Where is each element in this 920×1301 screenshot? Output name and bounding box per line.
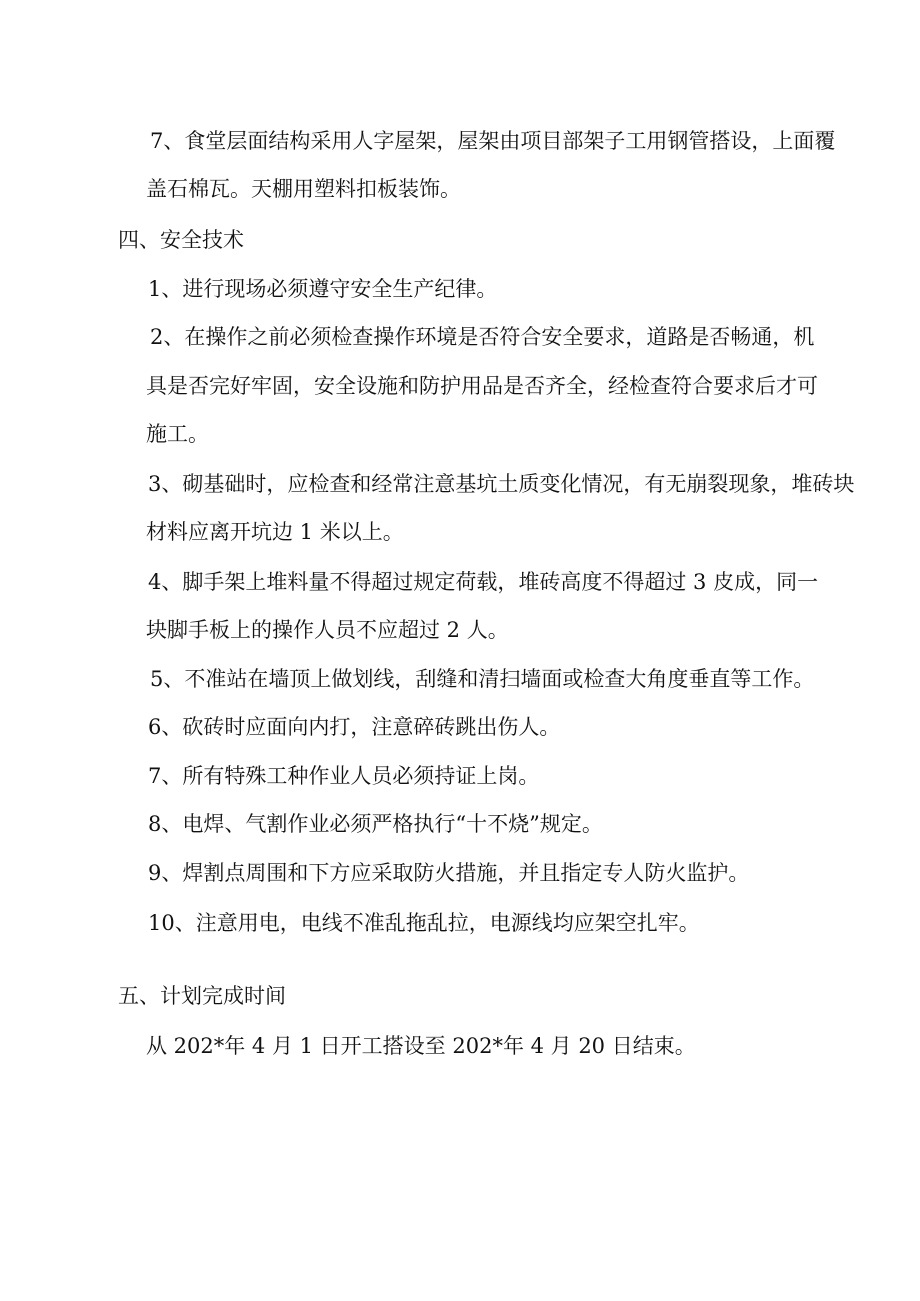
item7-line1: 7、食堂层面结构采用人字屋架，屋架由项目部架子工用钢管搭设，上面覆	[150, 129, 836, 153]
safety-item-5: 5、不准站在墙顶上做划线，刮缝和清扫墙面或检查大角度垂直等工作。	[150, 667, 815, 691]
safety-item-1: 1、进行现场必须遵守安全生产纪律。	[148, 277, 498, 301]
section4-heading: 四、安全技术	[118, 228, 244, 252]
safety-item-3-line1: 3、砌基础时，应检查和经常注意基坑土质变化情况，有无崩裂现象，堆砖块	[148, 472, 855, 496]
safety-item-9: 9、焊割点周围和下方应采取防火措施，并且指定专人防火监护。	[148, 861, 750, 885]
safety-item-6: 6、砍砖时应面向内打，注意碎砖跳出伤人。	[148, 715, 561, 739]
safety-item-2-line2: 具是否完好牢固，安全设施和防护用品是否齐全，经检查符合要求后才可	[146, 374, 818, 398]
safety-item-7: 7、所有特殊工种作业人员必须持证上岗。	[148, 764, 540, 788]
safety-item-4-line2: 块脚手板上的操作人员不应超过 2 人。	[146, 618, 509, 642]
item7-line2: 盖石棉瓦。天棚用塑料扣板装饰。	[146, 177, 461, 201]
safety-item-8: 8、电焊、气割作业必须严格执行“十不烧”规定。	[148, 812, 603, 836]
completion-time-text: 从 202*年 4 月 1 日开工搭设至 202*年 4 月 20 日结束。	[146, 1034, 696, 1058]
section5-heading: 五、计划完成时间	[118, 984, 286, 1008]
safety-item-4-line1: 4、脚手架上堆料量不得超过规定荷载，堆砖高度不得超过 3 皮成，同一	[148, 570, 819, 594]
safety-item-2-line1: 2、在操作之前必须检查操作环境是否符合安全要求，道路是否畅通，机	[150, 325, 815, 349]
safety-item-10: 10、注意用电，电线不准乱拖乱拉，电源线均应架空扎牢。	[148, 911, 700, 935]
safety-item-3-line2: 材料应离开坑边 1 米以上。	[146, 520, 404, 544]
safety-item-2-line3: 施工。	[146, 422, 209, 446]
